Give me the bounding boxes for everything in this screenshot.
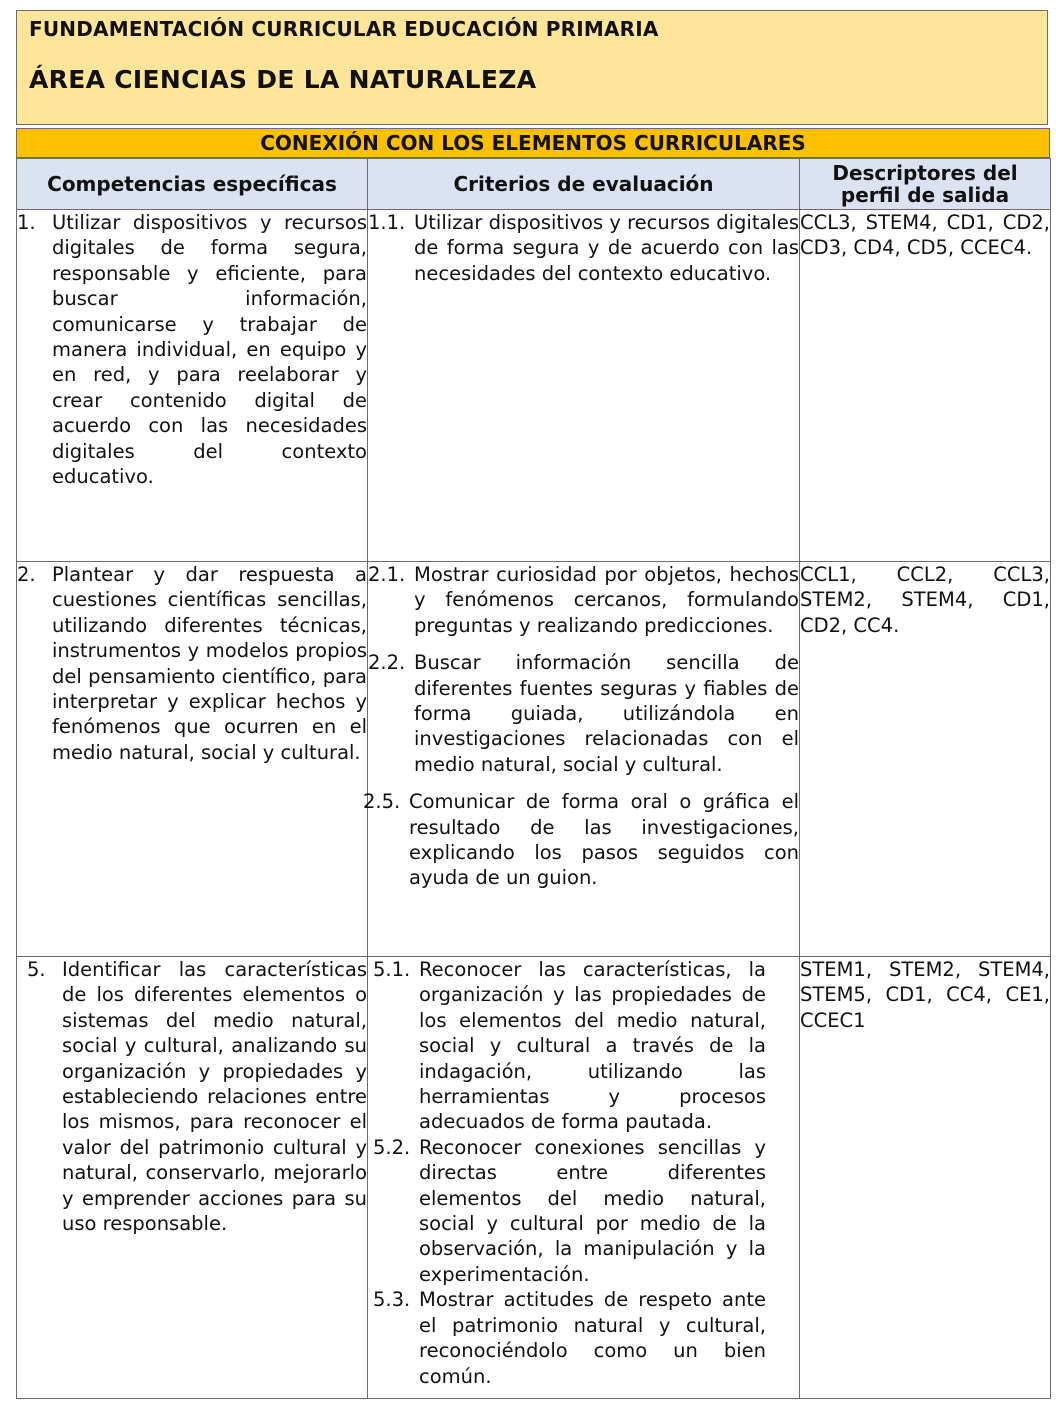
competencia-number: 5. (27, 958, 46, 981)
criterio-text: Reconocer conexiones sencillas y directas entre diferentes elementos del medio natural, social y cultural por medio de la observación, la manipulación y la experimentación. (419, 1135, 766, 1286)
competencia-text: Plantear y dar respuesta a cuestiones científicas sencillas, utilizando diferentes técnicas, instrumentos y modelos propios del pensamiento científico, para interpretar y explicar hechos y fenómenos que ocurren en el medio natural, social y cultural. (52, 563, 367, 764)
criterio-number: 2.1. (368, 563, 406, 586)
criterio-item (373, 957, 766, 1135)
criterio-text: Mostrar curiosidad por objetos, hechos y fenómenos cercanos, formulando preguntas y realizando predicciones. (414, 563, 799, 637)
criterio-number: 1.1. (368, 211, 406, 234)
competencia-number: 2. (17, 563, 36, 586)
curriculum-table (16, 158, 1051, 1399)
criterio-item (373, 1135, 766, 1287)
criterio-number: 2.5. (363, 790, 401, 814)
criterio-text: Buscar información sencilla de diferentes fuentes seguras y fiables de forma guiada, utilizándola en investigaciones relacionadas con el medio natural, social y cultural. (414, 651, 799, 776)
criterios-cell (368, 210, 800, 562)
column-header-descriptores (800, 159, 1051, 210)
descriptores-cell: CCL3, STEM4, CD1, CD2, CD3, CD4, CD5, CCEC4. (800, 210, 1051, 562)
criterio-text: Reconocer las características, la organización y las propiedades de los elementos del medio natural, social y cultural a través de la indagación, utilizando las herramientas y procesos adecuados de forma pautada. (419, 958, 766, 1134)
table-row (17, 562, 1051, 957)
competencia-cell (17, 210, 368, 562)
competencia-cell (17, 562, 368, 957)
competencia-number: 1. (17, 211, 36, 234)
descriptores-cell: STEM1, STEM2, STEM4, STEM5, CD1, CC4, CE1, CCEC1 (800, 957, 1051, 1399)
competencia-item (23, 957, 367, 1236)
criterio-item (368, 562, 799, 638)
criterio-number: 5.2. (373, 1135, 411, 1159)
criterio-text: Comunicar de forma oral o gráfica el resultado de las investigaciones, explicando los pasos seguidos con ayuda de un guion. (409, 790, 799, 890)
competencia-text: Identificar las características de los diferentes elementos o sistemas del medio natural, social y cultural, analizando su organización y propiedades y estableciendo relaciones entre los mismos, para reconocer el valor del patrimonio cultural y natural, conservarlo, mejorarlo y emprender acciones para su uso responsable. (62, 958, 367, 1236)
criterio-text: Utilizar dispositivos y recursos digitales de forma segura y de acuerdo con las necesidades del contexto educativo. (414, 211, 799, 285)
criterio-item (373, 1287, 766, 1389)
competencia-item (17, 562, 367, 765)
criterio-number: 5.3. (373, 1288, 411, 1312)
competencia-cell (17, 957, 368, 1399)
table-header-row (17, 159, 1051, 210)
table-row (17, 210, 1051, 562)
criterio-item (368, 210, 799, 286)
section-banner: CONEXIÓN CON LOS ELEMENTOS CURRICULARES (16, 128, 1050, 158)
criterio-number: 2.2. (368, 651, 406, 675)
table-row (17, 957, 1051, 1399)
criterio-item (363, 789, 799, 891)
competencia-text: Utilizar dispositivos y recursos digitales de forma segura, responsable y eficiente, para buscar información, comunicarse y trabajar de manera individual, en equipo y en red, y para reelaborar y crear contenido digital de acuerdo con las necesidades digitales del contexto educativo. (52, 211, 367, 489)
header-title: FUNDAMENTACIÓN CURRICULAR EDUCACIÓN PRIMARIA (29, 17, 659, 41)
column-header-competencias: Competencias específicas (17, 159, 368, 210)
criterio-number: 5.1. (373, 958, 411, 981)
column-header-criterios: Criterios de evaluación (368, 159, 800, 210)
criterios-cell (368, 957, 800, 1399)
descriptores-label: Descriptores del perfil de salida (832, 161, 1018, 207)
area-title: ÁREA CIENCIAS DE LA NATURALEZA (29, 65, 537, 94)
descriptores-cell: CCL1, CCL2, CCL3, STEM2, STEM4, CD1, CD2, CC4. (800, 562, 1051, 957)
document-header (16, 10, 1048, 125)
criterios-cell (363, 562, 800, 957)
criterio-item (368, 650, 799, 777)
criterio-text: Mostrar actitudes de respeto ante el patrimonio natural y cultural, reconociéndolo como un bien común. (419, 1288, 766, 1388)
competencia-item (17, 210, 367, 489)
